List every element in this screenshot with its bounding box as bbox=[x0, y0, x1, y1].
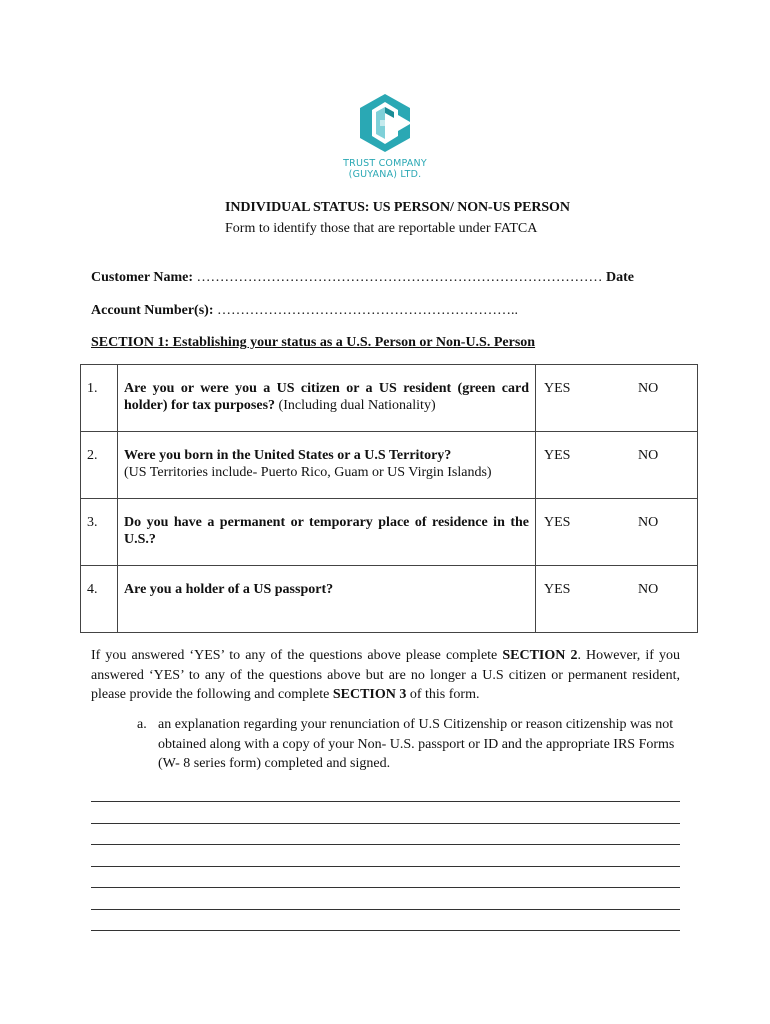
account-number-field[interactable] bbox=[91, 303, 518, 319]
instructions-paragraph bbox=[91, 646, 680, 705]
section-2-reference: SECTION 2 bbox=[502, 648, 578, 663]
customer-name-dots[interactable]: …………………………………………………………………………… bbox=[196, 270, 603, 285]
writing-line[interactable] bbox=[91, 865, 680, 867]
table-row bbox=[81, 566, 698, 633]
writing-line[interactable] bbox=[91, 929, 680, 931]
question-bold-text: Are you a holder of a US passport? bbox=[124, 582, 334, 597]
writing-line[interactable] bbox=[91, 800, 680, 802]
account-number-dots[interactable]: ……………………………………………………….. bbox=[216, 303, 518, 318]
no-option[interactable]: NO bbox=[620, 499, 698, 566]
customer-name-field[interactable] bbox=[91, 270, 634, 286]
question-number: 1. bbox=[81, 365, 118, 432]
question-bold-text: Are you or were you a US citizen or a US resident (green card holder) for tax purposes? bbox=[124, 381, 529, 413]
explanation-lines[interactable] bbox=[91, 800, 680, 951]
question-text bbox=[118, 365, 536, 432]
question-text bbox=[118, 499, 536, 566]
form-title: INDIVIDUAL STATUS: US PERSON/ NON-US PERSON bbox=[225, 200, 570, 215]
list-item-a bbox=[137, 715, 682, 774]
date-label: Date bbox=[606, 270, 634, 285]
questions-table bbox=[80, 364, 698, 633]
question-number: 4. bbox=[81, 566, 118, 633]
list-item-marker: a. bbox=[137, 717, 147, 732]
yes-option[interactable]: YES bbox=[536, 566, 621, 633]
table-row bbox=[81, 499, 698, 566]
yes-option[interactable]: YES bbox=[536, 365, 621, 432]
trust-company-logo-icon bbox=[354, 92, 416, 154]
writing-line[interactable] bbox=[91, 908, 680, 910]
section-1-heading: SECTION 1: Establishing your status as a U.S. Person or Non-U.S. Person bbox=[91, 335, 536, 350]
question-bold-text: Were you born in the United States or a U.S Territory? bbox=[124, 448, 452, 463]
instructions-text-2: . However, if you answered ‘YES’ to any of the questions above but are no longer a U.S citizen or permanent resident, please provide the following and complete bbox=[91, 648, 680, 702]
instructions-text-3: of this form. bbox=[406, 687, 480, 702]
yes-option[interactable]: YES bbox=[536, 432, 621, 499]
question-number: 3. bbox=[81, 499, 118, 566]
writing-line[interactable] bbox=[91, 886, 680, 888]
yes-option[interactable]: YES bbox=[536, 499, 621, 566]
customer-name-label: Customer Name: bbox=[91, 270, 193, 285]
instructions-text-1: If you answered ‘YES’ to any of the questions above please complete bbox=[91, 648, 503, 663]
question-normal-text: (US Territories include- Puerto Rico, Guam or US Virgin Islands) bbox=[124, 465, 492, 480]
section-3-reference: SECTION 3 bbox=[332, 687, 407, 702]
account-number-label: Account Number(s): bbox=[91, 303, 214, 318]
writing-line[interactable] bbox=[91, 843, 680, 845]
question-text bbox=[118, 432, 536, 499]
question-normal-text: (Including dual Nationality) bbox=[275, 398, 436, 413]
no-option[interactable]: NO bbox=[620, 365, 698, 432]
table-row bbox=[81, 432, 698, 499]
writing-line[interactable] bbox=[91, 822, 680, 824]
logo-text-line1: TRUST COMPANY bbox=[343, 158, 427, 169]
question-text bbox=[118, 566, 536, 633]
no-option[interactable]: NO bbox=[620, 566, 698, 633]
company-logo bbox=[343, 92, 427, 180]
logo-text-line2: (GUYANA) LTD. bbox=[348, 169, 422, 180]
table-row bbox=[81, 365, 698, 432]
form-subtitle: Form to identify those that are reportable under FATCA bbox=[225, 221, 538, 236]
list-item-text: an explanation regarding your renunciation of U.S Citizenship or reason citizenship was not obtained along with a copy of your Non- U.S. passport or ID and the appropriate IRS Forms (W- 8 series form) completed and signed. bbox=[158, 717, 675, 771]
question-number: 2. bbox=[81, 432, 118, 499]
question-bold-text: Do you have a permanent or temporary place of residence in the U.S.? bbox=[124, 515, 529, 547]
no-option[interactable]: NO bbox=[620, 432, 698, 499]
